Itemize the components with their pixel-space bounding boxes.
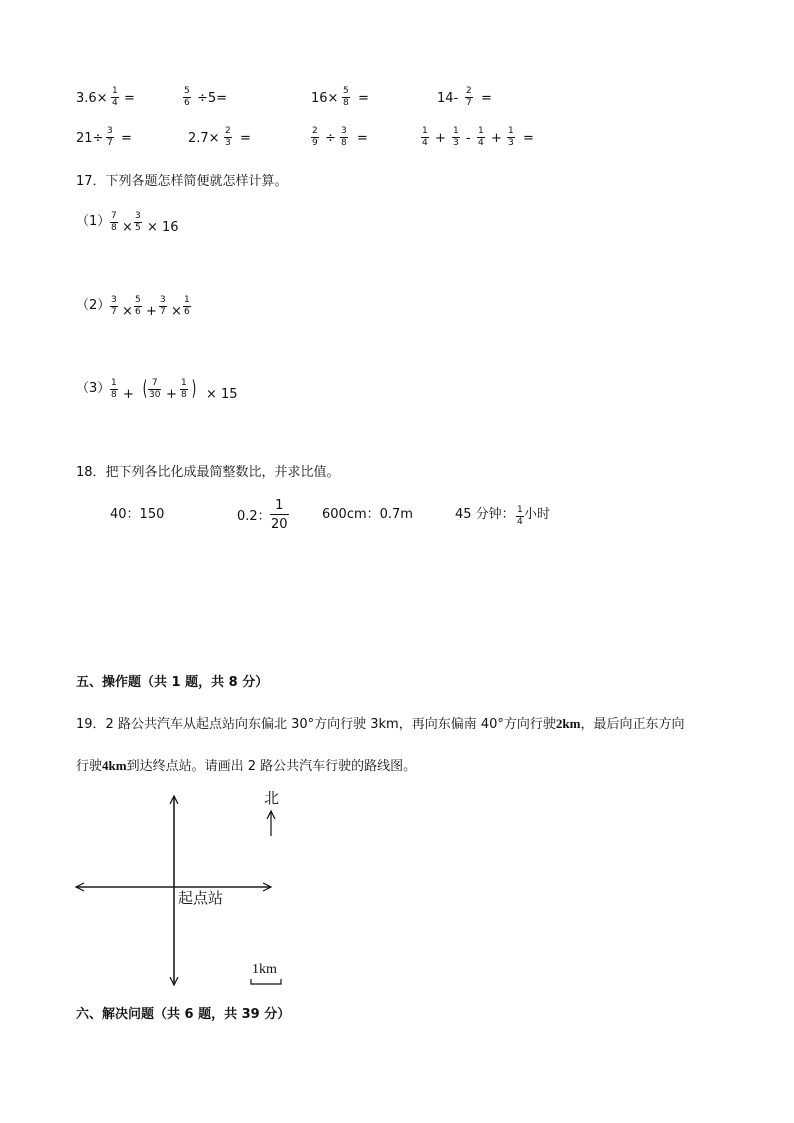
q18-ratio-b-lead: 0.2： xyxy=(237,509,271,524)
fraction-numerator: 1 xyxy=(112,86,118,96)
part-label: （3） xyxy=(76,381,111,396)
calc-r1-a-lead: 3.6× xyxy=(76,91,108,106)
divide-sign: ÷ xyxy=(325,131,336,146)
fraction-denominator: 6 xyxy=(184,98,190,108)
fraction-denominator: 9 xyxy=(312,138,318,148)
fraction-numerator: 1 xyxy=(422,126,428,136)
fraction-denominator: 7 xyxy=(466,98,472,108)
q18-ratio-d-tail: 小时 xyxy=(524,507,551,522)
fraction-denominator: 4 xyxy=(478,138,484,148)
fraction-numerator: 1 xyxy=(111,378,117,388)
calc-r2-a-lead: 21÷ xyxy=(76,131,104,146)
times-sign: × xyxy=(122,304,133,319)
fraction-numerator: 1 xyxy=(275,498,284,513)
left-parenthesis: ( xyxy=(142,376,148,400)
fraction-denominator: 8 xyxy=(111,390,117,400)
q17-p1-tail: × 16 xyxy=(147,220,179,235)
fraction-numerator: 3 xyxy=(135,211,141,221)
part-label: （2） xyxy=(76,298,111,313)
fraction-denominator: 6 xyxy=(135,307,141,317)
fraction-denominator: 4 xyxy=(422,138,428,148)
calc-r2-c-tail: = xyxy=(357,131,368,146)
fraction-numerator: 1 xyxy=(181,378,187,388)
calc-r1-b-tail: ÷5= xyxy=(197,91,228,106)
north-label: 北 xyxy=(264,791,280,807)
fraction-numerator: 2 xyxy=(466,86,472,96)
times-sign: × xyxy=(122,220,133,235)
fraction-numerator: 3 xyxy=(111,295,117,305)
fraction-denominator: 8 xyxy=(181,390,187,400)
calc-r2-a-tail: = xyxy=(121,131,132,146)
calc-r2-b-tail: = xyxy=(240,131,251,146)
q19-line-1-text-end: ，最后向正东方向 xyxy=(580,717,685,732)
fraction-denominator: 7 xyxy=(111,307,117,317)
fraction-denominator: 4 xyxy=(517,517,523,527)
fraction-denominator: 30 xyxy=(149,390,161,400)
fraction-numerator: 3 xyxy=(160,295,166,305)
fraction-numerator: 1 xyxy=(453,126,459,136)
scale-label: 1km xyxy=(252,962,277,977)
fraction-denominator: 3 xyxy=(453,138,459,148)
plus-sign: + xyxy=(123,387,134,402)
fraction-denominator: 7 xyxy=(160,307,166,317)
q18-ratio-a: 40：150 xyxy=(110,507,165,522)
fraction-numerator: 3 xyxy=(341,126,347,136)
fraction-denominator: 6 xyxy=(184,307,190,317)
q18-ratio-d-lead: 45 分钟： xyxy=(455,507,515,522)
calc-r1-a-tail: = xyxy=(124,91,135,106)
fraction-numerator: 1 xyxy=(508,126,514,136)
fraction-numerator: 7 xyxy=(151,378,158,388)
fraction-denominator: 5 xyxy=(135,223,141,233)
fraction-denominator: 8 xyxy=(343,98,349,108)
fraction-denominator: 4 xyxy=(112,98,118,108)
fraction-numerator: 5 xyxy=(343,86,349,96)
section-6-heading: 六、解决问题（共 6 题，共 39 分） xyxy=(76,1007,291,1022)
calc-r1-c-lead: 16× xyxy=(311,91,339,106)
q19-line-2-text-end: 到达终点站。请画出 2 路公共汽车行驶的路线图。 xyxy=(126,759,417,774)
minus-sign: - xyxy=(466,131,471,146)
fraction-denominator: 8 xyxy=(341,138,347,148)
fraction-numerator: 5 xyxy=(184,86,190,96)
plus-sign: + xyxy=(146,304,157,319)
fraction-numerator: 2 xyxy=(225,126,231,136)
scale-bar xyxy=(251,979,281,984)
fraction-denominator: 20 xyxy=(270,514,289,531)
fraction-denominator: 3 xyxy=(225,138,231,148)
fraction-denominator: 7 xyxy=(107,138,113,148)
fraction-denominator: 3 xyxy=(508,138,514,148)
fraction-numerator: 2 xyxy=(312,126,318,136)
fraction-numerator: 5 xyxy=(135,295,141,305)
fraction-numerator: 1 xyxy=(184,295,190,305)
q17-p3-tail: × 15 xyxy=(206,387,238,402)
section-5-heading: 五、操作题（共 1 题，共 8 分） xyxy=(76,675,269,690)
q19-distance-2km: 2km xyxy=(555,716,581,731)
plus-sign: + xyxy=(166,387,177,402)
fraction-numerator: 1 xyxy=(478,126,484,136)
start-station-label: 起点站 xyxy=(178,891,224,907)
calc-r1-d-tail: = xyxy=(481,91,492,106)
plus-sign: + xyxy=(435,131,446,146)
q18-title: 18．把下列各比化成最简整数比，并求比值。 xyxy=(76,465,340,480)
times-sign: × xyxy=(171,304,182,319)
part-label: （1） xyxy=(76,214,111,229)
q17-title: 17．下列各题怎样简便就怎样计算。 xyxy=(76,174,288,189)
calc-r2-d-tail: = xyxy=(523,131,534,146)
fraction-numerator: 3 xyxy=(107,126,113,136)
calc-r1-c-tail: = xyxy=(358,91,369,106)
fraction-numerator: 7 xyxy=(111,211,117,221)
q19-line-1-text: 19．2 路公共汽车从起点站向东偏北 30°方向行驶 3km，再向东偏南 40°方向行驶 xyxy=(76,717,556,732)
fraction-numerator: 1 xyxy=(517,505,523,515)
plus-sign: + xyxy=(491,131,502,146)
calc-r2-b-lead: 2.7× xyxy=(188,131,220,146)
q19-distance-4km: 4km xyxy=(102,758,127,773)
fraction-denominator: 8 xyxy=(111,223,117,233)
q19-line-2-text: 行驶 xyxy=(76,759,103,774)
calc-r1-d-lead: 14- xyxy=(437,91,459,106)
q18-ratio-c: 600cm：0.7m xyxy=(322,507,413,522)
right-parenthesis: ) xyxy=(191,376,197,400)
